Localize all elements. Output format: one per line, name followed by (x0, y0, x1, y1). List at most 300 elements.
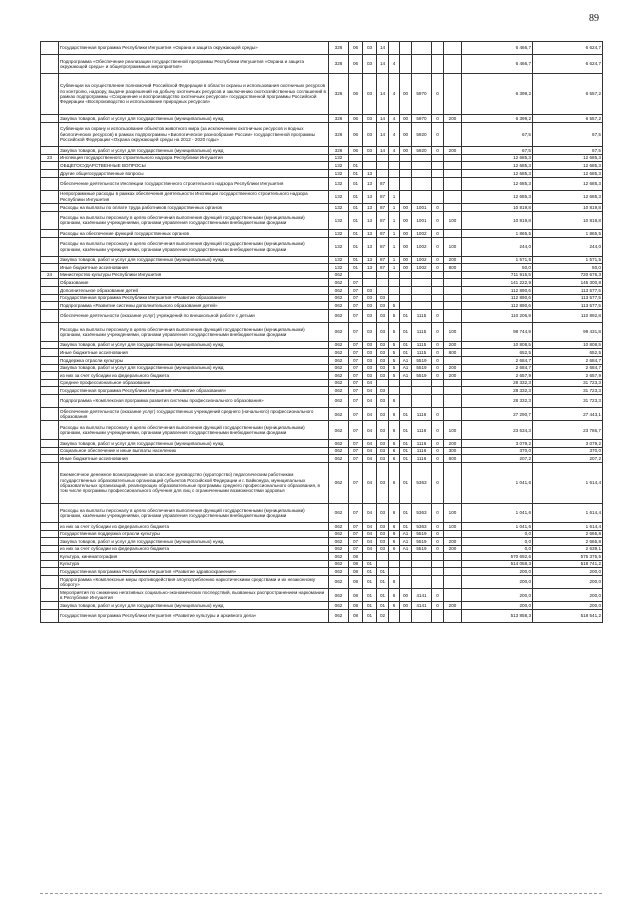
direction-code: 1116 (412, 421, 432, 440)
event-code: A1 (400, 545, 412, 553)
subprogram-code: 4 (389, 122, 400, 146)
subprogram-code: 6 (389, 602, 400, 610)
expense-type-code (444, 162, 462, 170)
row-name: Государственная программа Республики Ингушетия «Развитие образования» (59, 294, 329, 302)
expense-type-code (444, 553, 462, 561)
expense-type-code: 100 (444, 504, 462, 523)
event-code: 01 (400, 440, 412, 448)
amount-2022: 200,0 (533, 589, 603, 602)
program-code: 14 (377, 115, 389, 123)
expense-type-code (444, 169, 462, 177)
direction-code (412, 394, 432, 407)
section-code: 07 (349, 287, 363, 295)
amount-2021: 10 819,8 (462, 203, 533, 211)
direction-suffix (432, 190, 444, 203)
row-number (41, 115, 59, 123)
direction-code: 1002 (412, 256, 432, 264)
ministry-code: 132 (329, 154, 349, 162)
direction-suffix: 0 (432, 115, 444, 123)
table-row (41, 279, 603, 287)
subprogram-code: 5 (389, 357, 400, 365)
subprogram-code: 6 (389, 447, 400, 455)
subsection-code: 04 (363, 504, 377, 523)
program-code: 03 (377, 364, 389, 372)
direction-suffix (432, 302, 444, 310)
amount-2022: 2 684,7 (533, 364, 603, 372)
row-name: Расходы на выплаты персоналу в целях обеспечения выполнения функций государственными (муниципальными) органами, казёнными учреждениями, органами управления государственными внебюджетными фондами (59, 504, 329, 523)
subsection-code: 03 (363, 147, 377, 155)
program-code: 14 (377, 147, 389, 155)
row-number (41, 602, 59, 610)
event-code: 00 (400, 115, 412, 123)
amount-2021: 67,5 (462, 147, 533, 155)
program-code: 87 (377, 264, 389, 272)
direction-code: 1115 (412, 341, 432, 349)
direction-suffix (432, 162, 444, 170)
subprogram-code: 4 (389, 147, 400, 155)
section-code: 07 (349, 323, 363, 342)
amount-2021: 0,0 (462, 530, 533, 538)
event-code: 01 (400, 447, 412, 455)
row-number (41, 264, 59, 272)
amount-2021: 10 819,8 (462, 211, 533, 230)
ministry-code: 062 (329, 323, 349, 342)
direction-suffix: 0 (432, 73, 444, 114)
amount-2021: 200,0 (462, 576, 533, 589)
program-code: 03 (377, 387, 389, 395)
direction-code (412, 568, 432, 576)
expense-type-code (444, 73, 462, 114)
row-name: Субвенции на осуществление полномочий Российской Федерации в области охраны и использования охотничьих ресурсов по контролю, надзору, выдаче разрешений на добычу охотничьих ресурсов и заключению охотхозяйственных соглашений в рамках подпрограммы «Сохранение и воспроизводство охотничьих ресурсов» государственной программы Российской Федерации «Воспроизводство и использование природных ресурсов» (59, 73, 329, 114)
event-code (400, 394, 412, 407)
table-row (41, 349, 603, 357)
subprogram-code: 5 (389, 349, 400, 357)
table-row (41, 211, 603, 230)
budget-table (40, 41, 603, 623)
event-code (400, 610, 412, 623)
direction-code: 5363 (412, 504, 432, 523)
row-name: Закупка товаров, работ и услуг для государственных (муниципальных) нужд (59, 364, 329, 372)
row-number (41, 522, 59, 530)
direction-suffix: 0 (432, 455, 444, 463)
row-number: 24 (41, 271, 59, 279)
subprogram-code: 6 (389, 408, 400, 421)
table-row (41, 553, 603, 561)
amount-2022: 1 865,5 (533, 230, 603, 238)
direction-code (412, 379, 432, 387)
row-number (41, 55, 59, 74)
expense-type-code: 100 (444, 237, 462, 256)
row-number (41, 349, 59, 357)
event-code: 00 (400, 211, 412, 230)
program-code: 14 (377, 122, 389, 146)
subprogram-code: 6 (389, 504, 400, 523)
event-code (400, 271, 412, 279)
subsection-code: 03 (363, 302, 377, 310)
expense-type-code: 200 (444, 538, 462, 546)
direction-code: 5519 (412, 372, 432, 380)
event-code (400, 294, 412, 302)
program-code: 01 (377, 589, 389, 602)
direction-suffix (432, 560, 444, 568)
expense-type-code (444, 177, 462, 190)
section-code: 07 (349, 447, 363, 455)
ministry-code: 062 (329, 504, 349, 523)
direction-code: 1002 (412, 264, 432, 272)
row-name: из них за счет субсидии из федерального бюджета (59, 372, 329, 380)
subsection-code: 03 (363, 294, 377, 302)
ministry-code: 062 (329, 287, 349, 295)
ministry-code: 062 (329, 462, 349, 503)
ministry-code: 062 (329, 349, 349, 357)
row-number (41, 211, 59, 230)
table-row (41, 522, 603, 530)
direction-code: 1001 (412, 211, 432, 230)
amount-2022: 113 577,5 (533, 294, 603, 302)
row-number (41, 394, 59, 407)
row-number (41, 589, 59, 602)
program-code (377, 162, 389, 170)
row-name: Поддержка отрасли культуры (59, 357, 329, 365)
row-name: Иные бюджетные ассигнования (59, 349, 329, 357)
amount-2021: 112 890,6 (462, 287, 533, 295)
row-name: Обеспечение деятельности (оказание услуг) государственных учреждений среднего (начального) профессионального образования (59, 408, 329, 421)
expense-type-code (444, 309, 462, 322)
ministry-code: 062 (329, 421, 349, 440)
program-code: 03 (377, 447, 389, 455)
row-number (41, 256, 59, 264)
subprogram-code (389, 169, 400, 177)
subprogram-code: 6 (389, 394, 400, 407)
subsection-code: 13 (363, 230, 377, 238)
row-name: Государственная поддержка отрасли культуры (59, 530, 329, 538)
direction-code (412, 42, 432, 55)
row-name: из них за счет субсидии из федерального бюджета (59, 545, 329, 553)
direction-code: 5363 (412, 522, 432, 530)
program-code (377, 287, 389, 295)
section-code: 01 (349, 190, 363, 203)
direction-code (412, 154, 432, 162)
program-code: 03 (377, 522, 389, 530)
direction-suffix (432, 55, 444, 74)
section-code: 07 (349, 309, 363, 322)
program-code: 87 (377, 190, 389, 203)
subsection-code (363, 553, 377, 561)
expense-type-code: 800 (444, 455, 462, 463)
subsection-code: 01 (363, 576, 377, 589)
section-code: 07 (349, 357, 363, 365)
subsection-code: 01 (363, 589, 377, 602)
amount-2022: 652,5 (533, 349, 603, 357)
amount-2021: 652,5 (462, 349, 533, 357)
page-number: 89 (589, 13, 599, 24)
program-code (377, 154, 389, 162)
direction-suffix: 0 (432, 364, 444, 372)
subsection-code (363, 271, 377, 279)
expense-type-code: 100 (444, 421, 462, 440)
amount-2021: 12 685,3 (462, 169, 533, 177)
expense-type-code (444, 576, 462, 589)
amount-2021: 370,0 (462, 447, 533, 455)
row-number (41, 357, 59, 365)
subprogram-code: 5 (389, 302, 400, 310)
event-code (400, 177, 412, 190)
row-number (41, 73, 59, 114)
event-code (400, 190, 412, 203)
amount-2021: 2 657,9 (462, 372, 533, 380)
row-number (41, 372, 59, 380)
amount-2022: 31 723,3 (533, 387, 603, 395)
direction-code: 5519 (412, 538, 432, 546)
amount-2021: 12 685,3 (462, 162, 533, 170)
subprogram-code: 5 (389, 364, 400, 372)
subprogram-code: 4 (389, 55, 400, 74)
row-number (41, 287, 59, 295)
ministry-code: 062 (329, 294, 349, 302)
amount-2022: 23 786,7 (533, 421, 603, 440)
ministry-code: 062 (329, 455, 349, 463)
table-row (41, 576, 603, 589)
amount-2021: 10 808,5 (462, 341, 533, 349)
event-code (400, 568, 412, 576)
direction-code: 5970 (412, 115, 432, 123)
event-code: 00 (400, 230, 412, 238)
subsection-code: 04 (363, 447, 377, 455)
amount-2022: 6 557,2 (533, 115, 603, 123)
table-row (41, 55, 603, 74)
subprogram-code: 1 (389, 203, 400, 211)
row-number (41, 323, 59, 342)
row-number (41, 294, 59, 302)
expense-type-code (444, 279, 462, 287)
amount-2021: 112 890,6 (462, 302, 533, 310)
row-number (41, 447, 59, 455)
section-code: 01 (349, 237, 363, 256)
subsection-code: 04 (363, 379, 377, 387)
direction-code: 5920 (412, 147, 432, 155)
event-code (400, 55, 412, 74)
subprogram-code: 6 (389, 530, 400, 538)
section-code: 07 (349, 530, 363, 538)
subsection-code: 04 (363, 394, 377, 407)
row-name: Социальное обеспечение и иные выплаты населению (59, 447, 329, 455)
amount-2022: 200,0 (533, 576, 603, 589)
table-row (41, 372, 603, 380)
amount-2021: 112 890,6 (462, 294, 533, 302)
program-code: 03 (377, 309, 389, 322)
direction-suffix: 0 (432, 589, 444, 602)
amount-2021: 110 206,9 (462, 309, 533, 322)
expense-type-code (444, 568, 462, 576)
subsection-code: 03 (363, 364, 377, 372)
row-number (41, 545, 59, 553)
row-name: Другие общегосударственные вопросы (59, 169, 329, 177)
table-row (41, 602, 603, 610)
direction-code (412, 279, 432, 287)
row-name: Подпрограмма «Развитие системы дополнительного образования детей» (59, 302, 329, 310)
subsection-code (363, 162, 377, 170)
section-code: 08 (349, 568, 363, 576)
event-code: 01 (400, 522, 412, 530)
subprogram-code: 1 (389, 256, 400, 264)
subprogram-code: 6 (389, 421, 400, 440)
subprogram-code (389, 154, 400, 162)
direction-code (412, 576, 432, 589)
table-row (41, 147, 603, 155)
event-code: 00 (400, 147, 412, 155)
event-code (400, 387, 412, 395)
subsection-code: 01 (363, 560, 377, 568)
section-code: 06 (349, 42, 363, 55)
table-row (41, 323, 603, 342)
direction-suffix (432, 271, 444, 279)
expense-type-code (444, 530, 462, 538)
subsection-code: 04 (363, 408, 377, 421)
section-code: 07 (349, 279, 363, 287)
section-code: 07 (349, 504, 363, 523)
section-code: 07 (349, 302, 363, 310)
event-code (400, 576, 412, 589)
ministry-code: 132 (329, 177, 349, 190)
direction-suffix: 0 (432, 447, 444, 455)
subprogram-code: 5 (389, 309, 400, 322)
amount-2022: 110 892,8 (533, 309, 603, 322)
program-code: 03 (377, 349, 389, 357)
direction-suffix: 0 (432, 341, 444, 349)
direction-code (412, 553, 432, 561)
expense-type-code (444, 203, 462, 211)
amount-2022: 1 614,4 (533, 462, 603, 503)
subprogram-code (389, 568, 400, 576)
amount-2022: 370,0 (533, 447, 603, 455)
event-code: 00 (400, 602, 412, 610)
direction-code: 4141 (412, 602, 432, 610)
program-code (377, 560, 389, 568)
section-code: 07 (349, 545, 363, 553)
subprogram-code: 4 (389, 73, 400, 114)
subsection-code: 03 (363, 42, 377, 55)
subprogram-code: 1 (389, 190, 400, 203)
row-number (41, 279, 59, 287)
event-code: 00 (400, 237, 412, 256)
expense-type-code (444, 589, 462, 602)
direction-suffix: 0 (432, 530, 444, 538)
section-code: 07 (349, 364, 363, 372)
direction-code (412, 177, 432, 190)
section-code: 08 (349, 560, 363, 568)
table-row (41, 364, 603, 372)
row-name: Закупка товаров, работ и услуг для государственных (муниципальных) нужд (59, 115, 329, 123)
section-code: 07 (349, 379, 363, 387)
direction-code (412, 287, 432, 295)
program-code: 87 (377, 230, 389, 238)
program-code: 03 (377, 302, 389, 310)
row-number (41, 576, 59, 589)
direction-suffix: 0 (432, 309, 444, 322)
footer-divider (40, 893, 602, 895)
row-name: Инспекция государственного строительного надзора Республики Ингушетия (59, 154, 329, 162)
amount-2022: 6 557,2 (533, 73, 603, 114)
ministry-code: 326 (329, 115, 349, 123)
table-row (41, 462, 603, 503)
direction-suffix: 0 (432, 237, 444, 256)
subsection-code: 03 (363, 341, 377, 349)
table-row (41, 408, 603, 421)
event-code: 00 (400, 264, 412, 272)
direction-suffix (432, 177, 444, 190)
subprogram-code: 5 (389, 341, 400, 349)
amount-2022: 99 431,8 (533, 323, 603, 342)
row-number (41, 190, 59, 203)
direction-suffix: 0 (432, 256, 444, 264)
row-name: Обеспечение деятельности (оказание услуг) учреждений по внешкольной работе с детьми (59, 309, 329, 322)
section-code: 06 (349, 115, 363, 123)
event-code: 00 (400, 203, 412, 211)
program-code: 14 (377, 42, 389, 55)
section-code: 08 (349, 610, 363, 623)
ministry-code: 062 (329, 394, 349, 407)
subsection-code: 13 (363, 211, 377, 230)
event-code: 01 (400, 462, 412, 503)
amount-2022: 27 443,1 (533, 408, 603, 421)
amount-2021: 0,0 (462, 538, 533, 546)
program-code: 03 (377, 530, 389, 538)
ministry-code: 326 (329, 122, 349, 146)
event-code (400, 287, 412, 295)
subsection-code: 13 (363, 264, 377, 272)
amount-2021: 1 041,6 (462, 462, 533, 503)
event-code: A1 (400, 357, 412, 365)
subsection-code: 13 (363, 256, 377, 264)
subprogram-code (389, 279, 400, 287)
event-code (400, 302, 412, 310)
row-name: Среднее профессиональное образование (59, 379, 329, 387)
section-code: 06 (349, 55, 363, 74)
row-number (41, 530, 59, 538)
direction-code: 1116 (412, 408, 432, 421)
ministry-code: 062 (329, 302, 349, 310)
amount-2022: 518 741,2 (533, 560, 603, 568)
direction-code (412, 610, 432, 623)
amount-2021: 200,0 (462, 602, 533, 610)
section-code: 07 (349, 349, 363, 357)
subsection-code: 03 (363, 115, 377, 123)
section-code: 07 (349, 341, 363, 349)
row-number (41, 610, 59, 623)
amount-2022: 12 685,3 (533, 177, 603, 190)
table-row (41, 237, 603, 256)
row-name: Подпрограмма «Комплексные меры противодействия злоупотреблению наркотическими средствами и их незаконному обороту» (59, 576, 329, 589)
amount-2021: 2 684,7 (462, 364, 533, 372)
amount-2022: 6 624,7 (533, 42, 603, 55)
program-code: 03 (377, 462, 389, 503)
table-row (41, 122, 603, 146)
direction-suffix (432, 279, 444, 287)
program-code: 03 (377, 538, 389, 546)
event-code (400, 560, 412, 568)
event-code (400, 42, 412, 55)
program-code: 87 (377, 203, 389, 211)
ministry-code: 132 (329, 256, 349, 264)
amount-2021: 711 915,5 (462, 271, 533, 279)
expense-type-code: 200 (444, 545, 462, 553)
subsection-code: 03 (363, 323, 377, 342)
subprogram-code: 6 (389, 538, 400, 546)
section-code: 06 (349, 73, 363, 114)
subprogram-code: 5 (389, 372, 400, 380)
expense-type-code: 200 (444, 341, 462, 349)
program-code: 87 (377, 237, 389, 256)
